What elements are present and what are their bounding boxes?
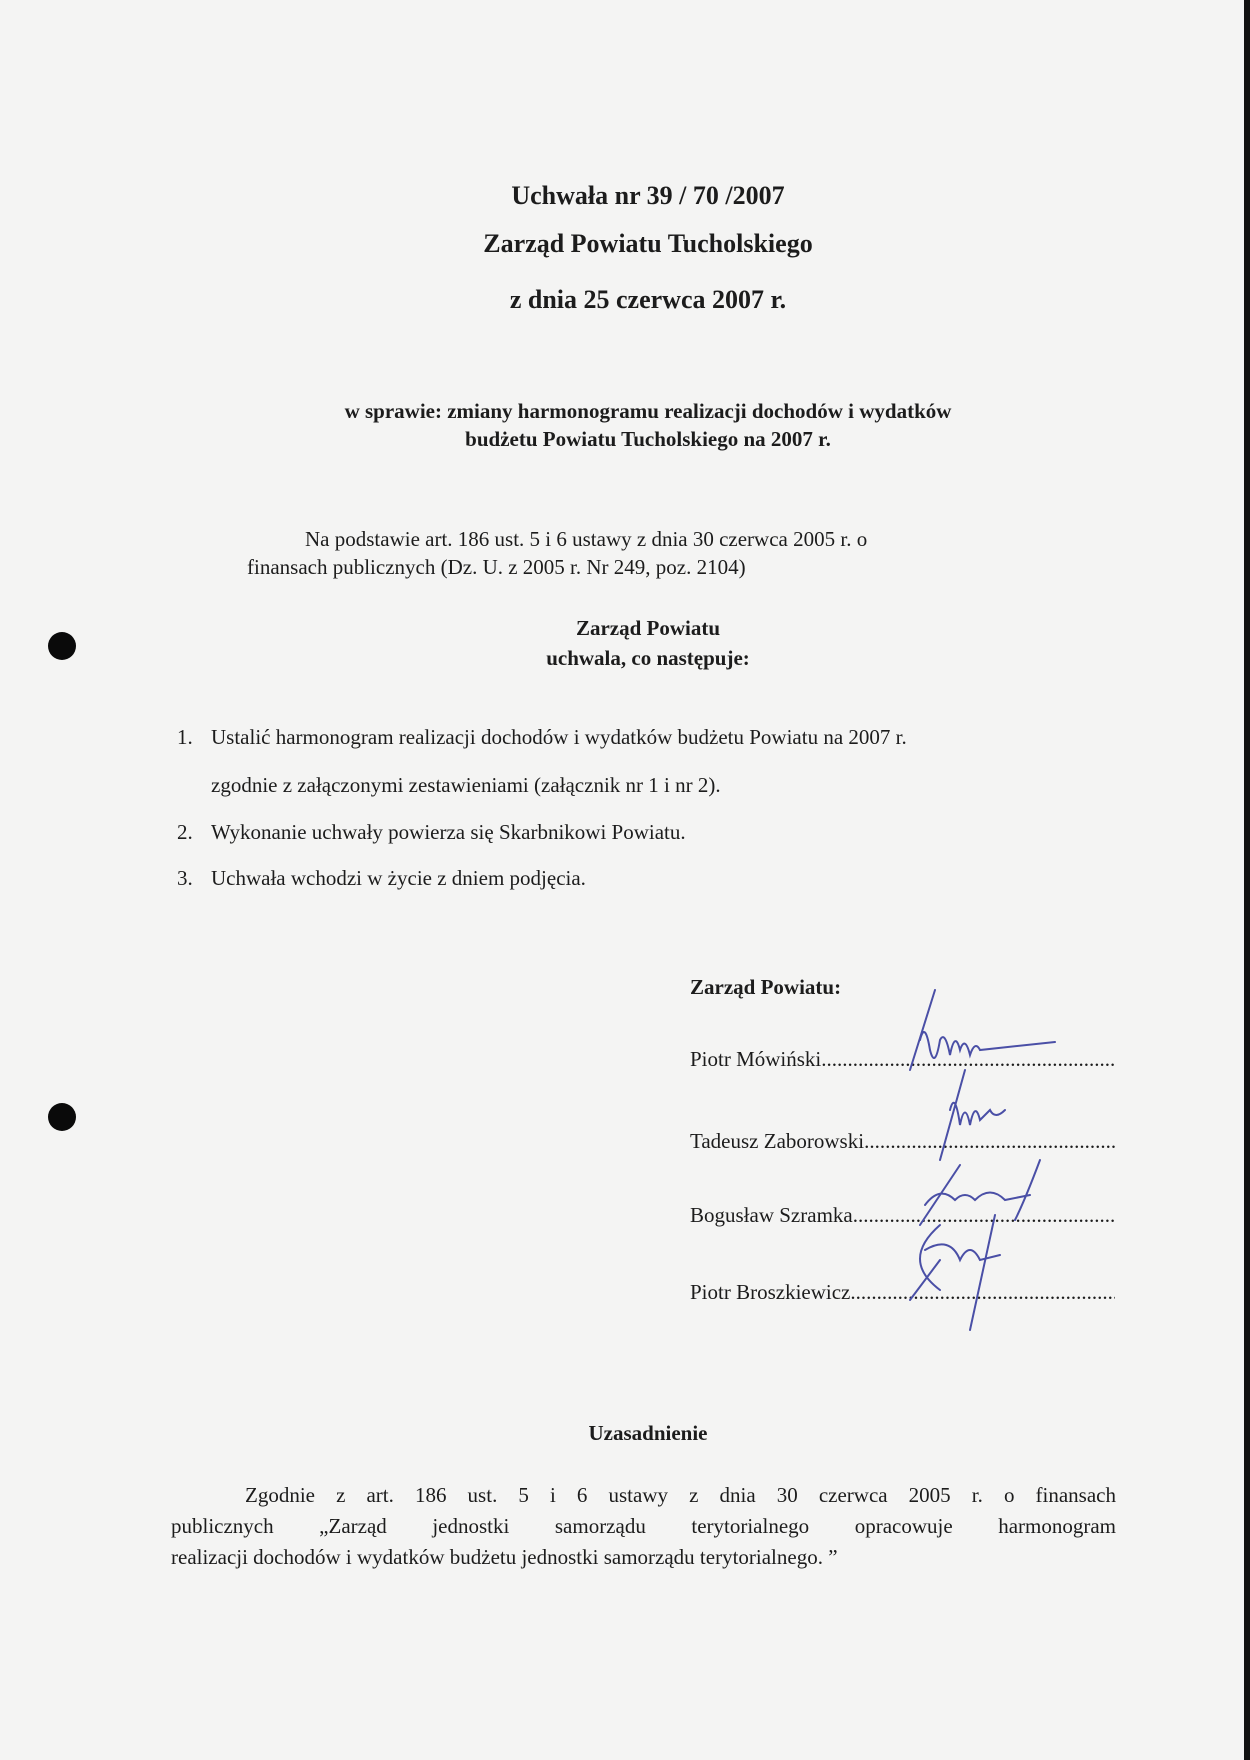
resolution-date: z dnia 25 czerwca 2007 r.: [509, 285, 787, 314]
signature-szramka: [920, 1160, 1040, 1225]
signature-zaborowski: [940, 1070, 1005, 1160]
resolution-title: Uchwała nr 39 / 70 /2007: [511, 181, 785, 210]
subject-line: w sprawie: zmiany harmonogramu realizacji dochodów i wydatków: [344, 399, 952, 423]
list-item: Ustalić harmonogram realizacji dochodów i wydatków budżetu Powiatu na 2007 r.: [211, 725, 907, 749]
justification-line: publicznych „Zarząd jednostki samorządu terytorialnego opracowuje harmonogram: [171, 1514, 1116, 1538]
signature-broszkiewicz: [910, 1215, 1000, 1330]
legal-basis: finansach publicznych (Dz. U. z 2005 r. Nr 249, poz. 2104): [247, 555, 746, 579]
justification-line: Zgodnie z art. 186 ust. 5 i 6 ustawy z dnia 30 czerwca 2005 r. o finansach: [245, 1483, 1116, 1507]
justification-text: [171, 1480, 1116, 1573]
issuer: Zarząd Powiatu Tucholskiego: [483, 229, 813, 258]
board-heading: Zarząd Powiatu: [575, 616, 721, 640]
list-item-continuation: zgodnie z załączonymi zestawieniami (załącznik nr 1 i nr 2).: [211, 773, 721, 797]
justification-heading: Uzasadnienie: [588, 1421, 708, 1445]
item-number: 1.: [177, 725, 193, 749]
punch-hole: [48, 1103, 76, 1131]
list-item: Wykonanie uchwały powierza się Skarbnikowi Powiatu.: [211, 820, 686, 844]
scan-edge: [1244, 0, 1250, 1760]
signatures-heading: Zarząd Powiatu:: [690, 975, 842, 999]
signatory-name: Piotr Broszkiewicz .....: [690, 1280, 1115, 1305]
legal-basis: Na podstawie art. 186 ust. 5 i 6 ustawy z dnia 30 czerwca 2005 r. o: [305, 527, 868, 551]
signatory-name: Bogusław Szramka .....: [690, 1203, 1115, 1228]
item-number: 2.: [177, 820, 193, 844]
list-item: Uchwała wchodzi w życie z dniem podjęcia.: [211, 866, 586, 890]
subject-line: budżetu Powiatu Tucholskiego na 2007 r.: [465, 427, 831, 451]
signature-mowinski: [910, 990, 1055, 1070]
justification-line: realizacji dochodów i wydatków budżetu jednostki samorządu terytorialnego. ”: [171, 1545, 838, 1569]
handwritten-signatures: [880, 960, 1100, 1340]
signatory-name: Tadeusz Zaborowski .....: [690, 1129, 1115, 1154]
signatory-name: Piotr Mówiński .....: [690, 1047, 1115, 1072]
resolves-heading: uchwala, co następuje:: [546, 646, 750, 670]
item-number: 3.: [177, 866, 193, 890]
